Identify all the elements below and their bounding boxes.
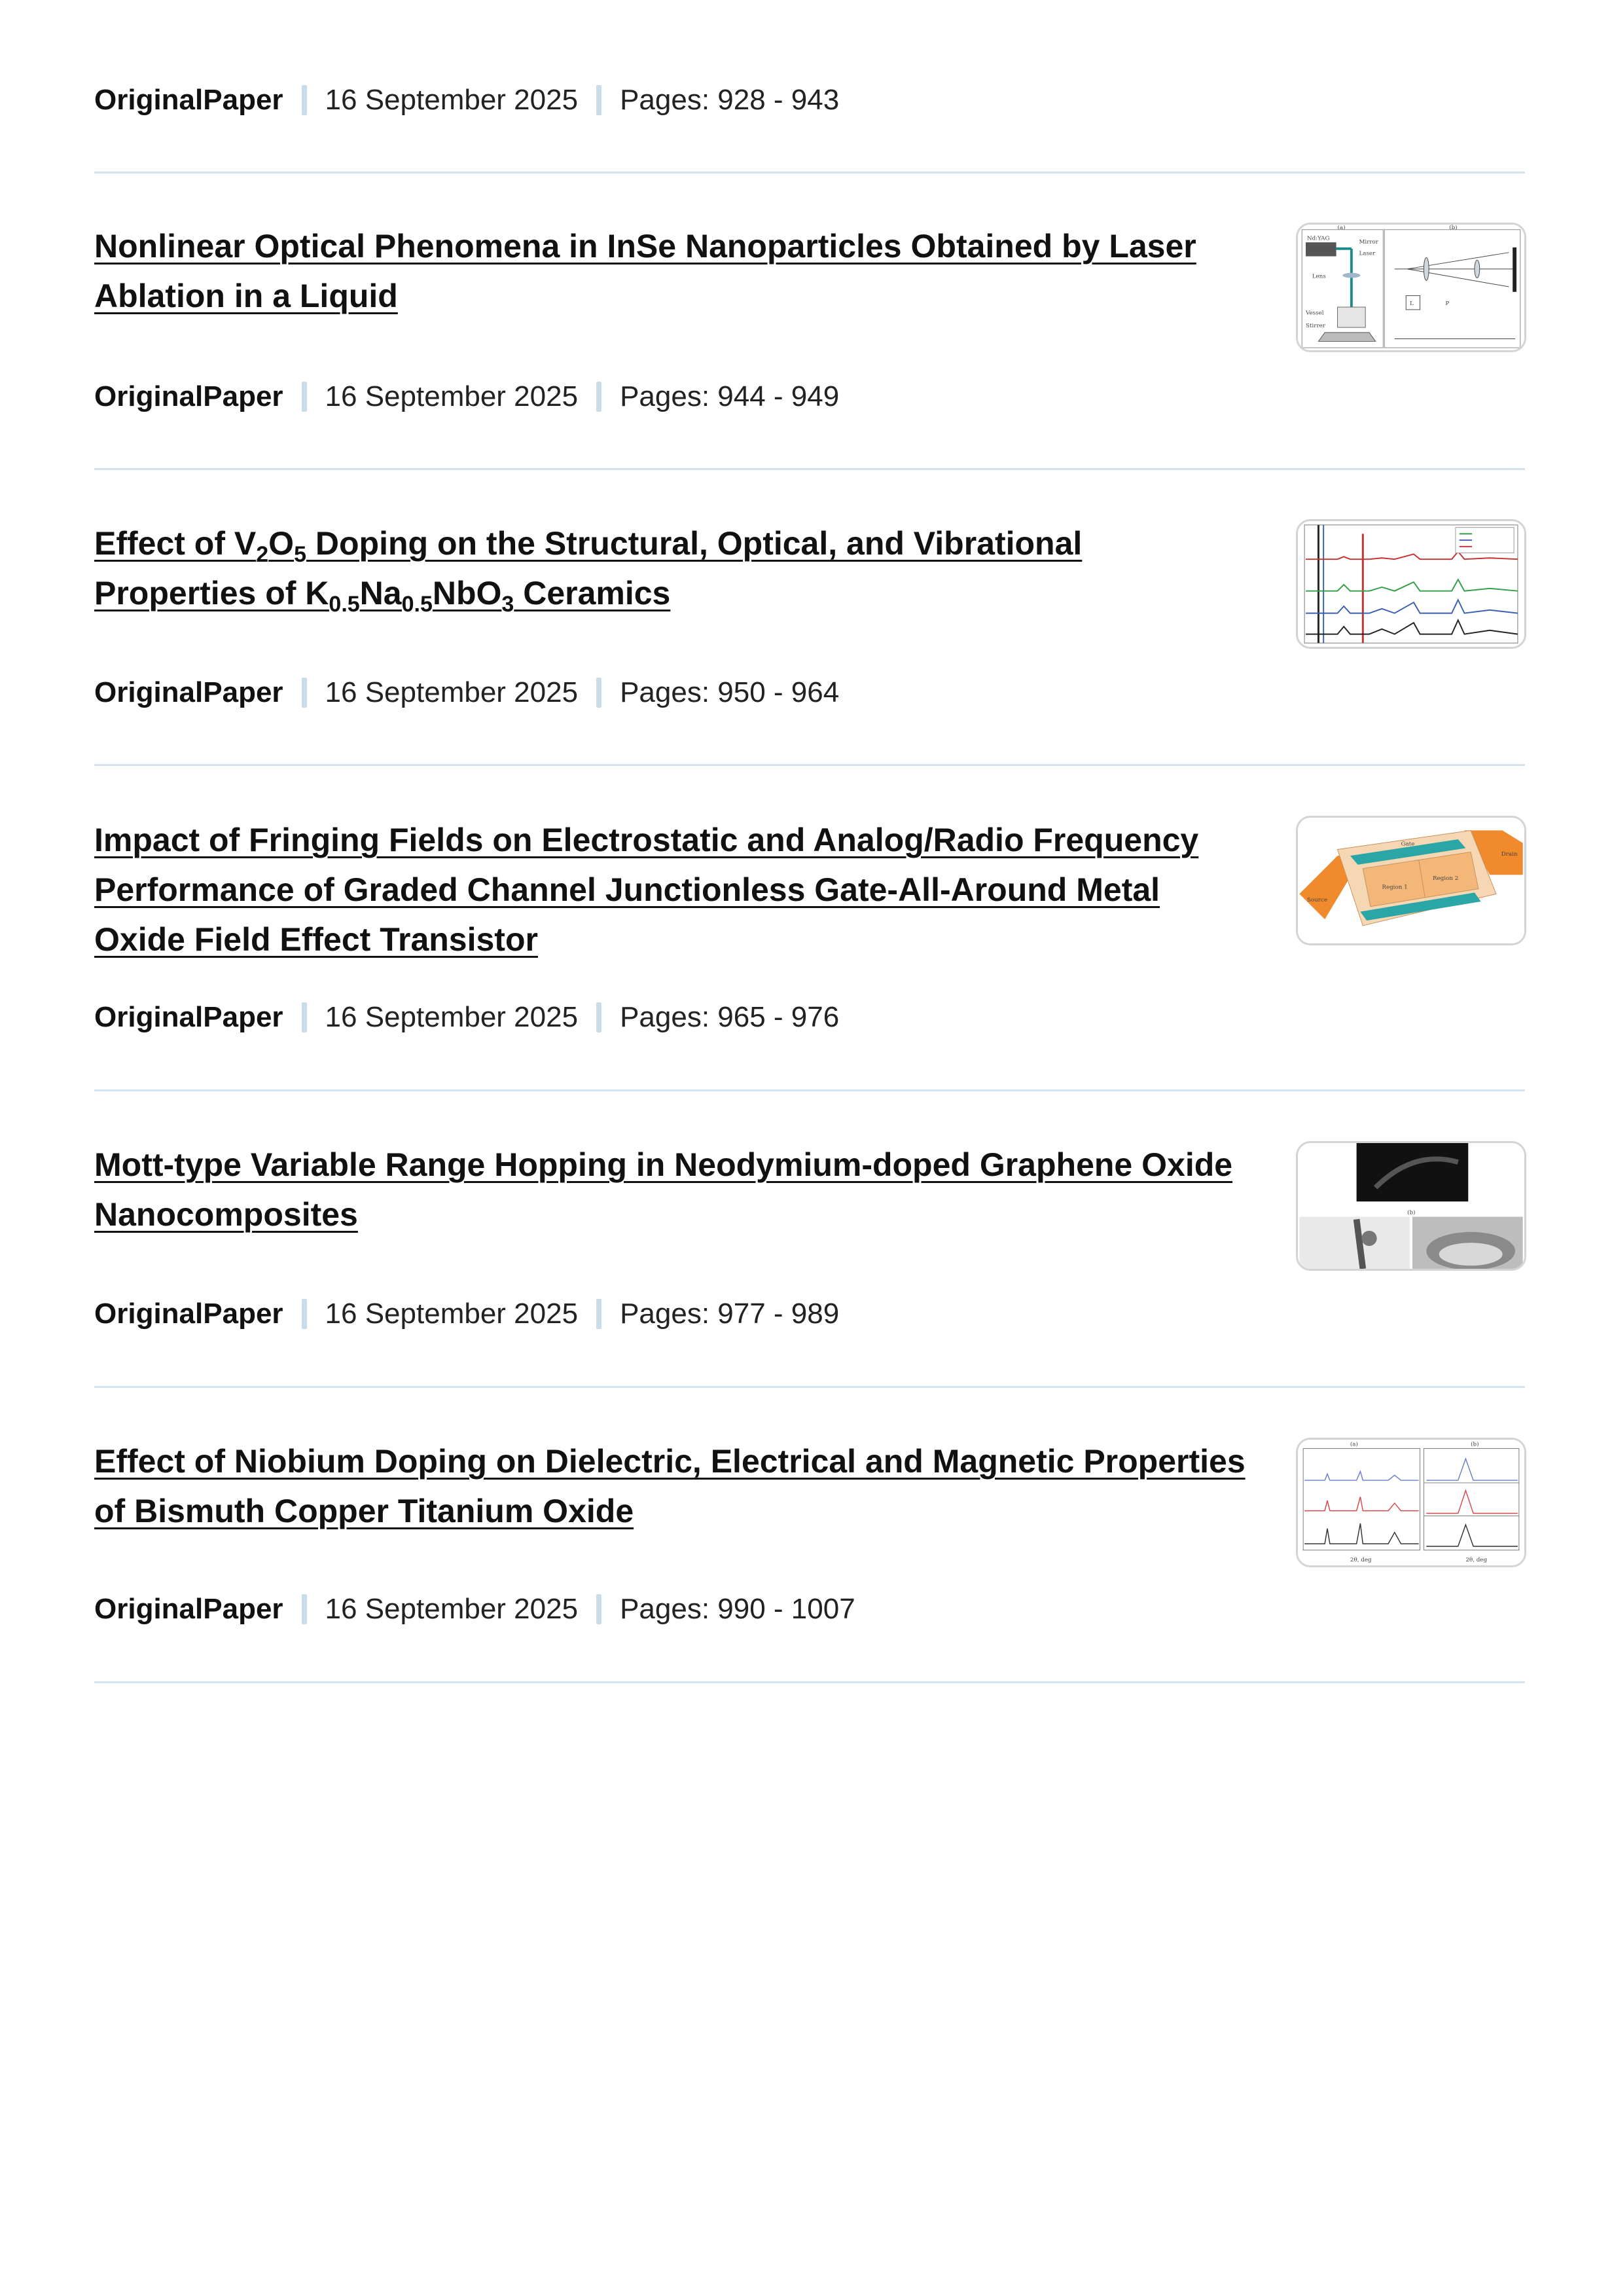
setup-diagram-image (1298, 225, 1524, 350)
article-thumbnail-5[interactable] (1296, 1438, 1526, 1567)
meta-separator (596, 85, 601, 115)
article-title-5 (94, 1436, 1246, 1536)
publish-date: 16 September 2025 (325, 1001, 579, 1033)
article-link-5[interactable]: Effect of Niobium Doping on Dielectric, Electrical and Magnetic Properties of Bismuth Copper Titanium Oxide (94, 1443, 1246, 1529)
diagram-label: Nd:YAG (1306, 235, 1330, 242)
panel-label: (b) (1407, 1209, 1416, 1216)
xrd-plot-image (1298, 1440, 1524, 1565)
article-link-2[interactable] (94, 525, 1083, 617)
diagram-label: Source (1306, 897, 1328, 903)
divider (94, 1386, 1525, 1388)
diagram-label: Vessel (1306, 310, 1324, 317)
meta-separator (302, 382, 307, 412)
article-title-1 (94, 221, 1246, 321)
title-subscript: 0.5 (401, 592, 433, 617)
content-type: OriginalPaper (94, 1593, 283, 1625)
content-type: OriginalPaper (94, 1298, 283, 1330)
title-text: O (268, 525, 295, 562)
publish-date: 16 September 2025 (325, 380, 579, 412)
article-title-2 (94, 519, 1246, 618)
meta-separator (596, 1299, 601, 1329)
page-range: Pages: 990 - 1007 (620, 1593, 855, 1625)
meta-separator (302, 678, 307, 708)
divider (94, 1089, 1525, 1091)
content-type: OriginalPaper (94, 380, 283, 412)
axis-label: 2θ, deg (1350, 1557, 1372, 1564)
article-meta-4 (94, 1298, 839, 1330)
publish-date: 16 September 2025 (325, 1298, 579, 1330)
content-type: OriginalPaper (94, 676, 283, 708)
panel-label: (a) (1350, 1441, 1358, 1448)
diagram-label: P (1445, 301, 1450, 308)
title-subscript: 2 (256, 542, 269, 567)
diagram-label: Region 2 (1432, 875, 1459, 883)
page-range: Pages: 977 - 989 (620, 1298, 840, 1330)
diagram-label: Drain (1501, 851, 1518, 858)
diagram-label: Region 1 (1382, 884, 1408, 891)
article-meta-3 (94, 1001, 839, 1034)
gaa-mosfet-diagram-image (1298, 818, 1524, 943)
page-range: Pages: 950 - 964 (620, 676, 840, 708)
diagram-label: L (1410, 301, 1414, 308)
panel-label: (b) (1449, 225, 1458, 231)
diagram-label: Stirrer (1306, 323, 1325, 330)
article-link-3[interactable]: Impact of Fringing Fields on Electrostatic and Analog/Radio Frequency Performance of Graded Channel Junctionless Gate-All-Around Metal Oxide Field Effect Transistor (94, 822, 1199, 958)
divider (94, 172, 1525, 173)
article-title-3 (94, 815, 1246, 964)
title-text: Ceramics (514, 575, 671, 611)
xrd-spectrum-image (1298, 521, 1524, 647)
page-range: Pages: 965 - 976 (620, 1001, 840, 1033)
article-thumbnail-2[interactable] (1296, 519, 1526, 649)
meta-separator (596, 678, 601, 708)
content-type: OriginalPaper (94, 84, 283, 116)
divider (94, 468, 1525, 470)
article-link-4[interactable]: Mott-type Variable Range Hopping in Neodymium-doped Graphene Oxide Nanocomposites (94, 1146, 1233, 1233)
page-range: Pages: 928 - 943 (620, 84, 840, 116)
meta-separator (596, 1594, 601, 1624)
meta-separator (596, 1002, 601, 1032)
title-text: Doping on the Structural, Optical, and Vibrational Properties of K (94, 525, 1083, 611)
article-thumbnail-1[interactable] (1296, 223, 1526, 352)
article-meta-5 (94, 1593, 855, 1626)
title-subscript: 5 (294, 542, 306, 567)
title-text: NbO (432, 575, 502, 611)
publish-date: 16 September 2025 (325, 84, 579, 116)
publish-date: 16 September 2025 (325, 676, 579, 708)
article-meta-1 (94, 380, 839, 413)
panel-label: (b) (1471, 1441, 1479, 1448)
microscopy-image (1298, 1143, 1524, 1269)
publish-date: 16 September 2025 (325, 1593, 579, 1625)
page-range: Pages: 944 - 949 (620, 380, 840, 412)
meta-separator (596, 382, 601, 412)
article-title-4 (94, 1140, 1246, 1239)
diagram-label: Laser (1359, 250, 1376, 257)
panel-label: (a) (1337, 225, 1346, 231)
title-text: Na (359, 575, 402, 611)
diagram-label: Lens (1312, 273, 1326, 280)
title-subscript: 0.5 (329, 592, 360, 617)
divider (94, 1681, 1525, 1683)
title-text: Effect of V (94, 525, 257, 562)
diagram-label: Mirror (1359, 239, 1378, 246)
divider (94, 764, 1525, 766)
meta-separator (302, 1002, 307, 1032)
article-meta-0 (94, 84, 839, 117)
title-subscript: 3 (501, 592, 514, 617)
article-thumbnail-3[interactable] (1296, 816, 1526, 945)
diagram-label: Gate (1401, 841, 1415, 848)
meta-separator (302, 1299, 307, 1329)
article-meta-2 (94, 676, 839, 709)
article-thumbnail-4[interactable] (1296, 1141, 1526, 1271)
meta-separator (302, 1594, 307, 1624)
meta-separator (302, 85, 307, 115)
article-link-1[interactable]: Nonlinear Optical Phenomena in InSe Nanoparticles Obtained by Laser Ablation in a Liquid (94, 228, 1196, 314)
axis-label: 2θ, deg (1465, 1557, 1488, 1564)
content-type: OriginalPaper (94, 1001, 283, 1033)
